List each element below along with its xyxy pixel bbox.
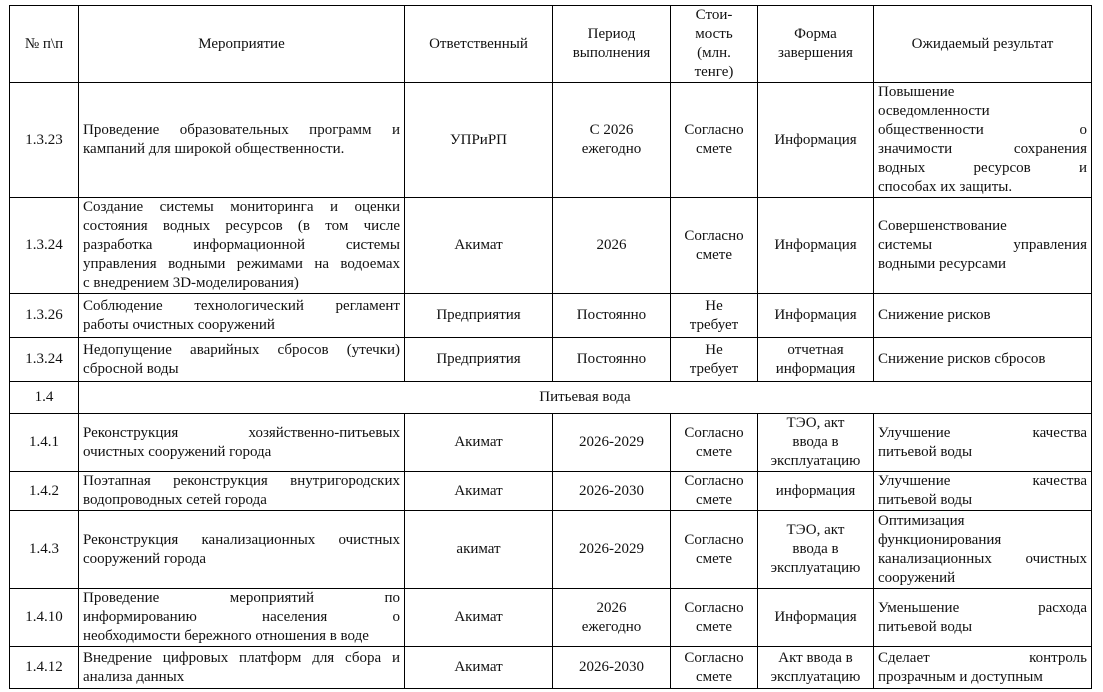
form-line: эксплуатацию (770, 668, 861, 685)
event-line: очистных сооружений города (83, 443, 272, 460)
event-line: Соблюдение технологический регламент (83, 297, 400, 314)
cell-period (553, 647, 671, 689)
event-line: сооружений города (83, 550, 207, 567)
result-line: Повышение (878, 84, 955, 100)
cell-period (553, 83, 671, 198)
table-row (10, 511, 1092, 589)
result-line: Снижение рисков (878, 307, 991, 323)
result-line: питьевой воды (878, 443, 973, 460)
event-line: состояния водных ресурсов (в том числе (83, 218, 400, 234)
cell-form (758, 198, 874, 294)
result-line: общественности о (878, 122, 1087, 138)
result-line: прозрачным и доступным (878, 668, 1043, 685)
cell-period (553, 198, 671, 294)
header-cost-line: (млн. (697, 45, 731, 61)
result-line: системы управления (878, 237, 1087, 253)
form-line: отчетная (787, 341, 844, 358)
cell-result (874, 294, 1092, 338)
header-period-line: выполнения (572, 45, 651, 61)
cell-event (79, 472, 405, 511)
cell-result (874, 647, 1092, 689)
cell-event (79, 338, 405, 382)
cell-form (758, 294, 874, 338)
event-line: управления водными режимами на водоемах (83, 256, 400, 272)
cell-event (79, 647, 405, 689)
cell-responsible: Акимат (405, 198, 553, 294)
cell-form (758, 511, 874, 589)
period-line: 2026 (596, 599, 627, 616)
period-line: Постоянно (576, 307, 647, 323)
form-line: Акт ввода в (778, 649, 853, 666)
cell-period (553, 511, 671, 589)
table-row (10, 472, 1092, 511)
form-line: ТЭО, акт (786, 522, 845, 538)
result-line: сооружений (878, 569, 956, 586)
table-row (10, 647, 1092, 689)
cost-line: требует (689, 316, 739, 333)
cost-line: Согласно (684, 227, 744, 244)
result-line: питьевой воды (878, 492, 973, 508)
cost-line: Согласно (684, 473, 744, 489)
form-line: Информация (774, 307, 857, 323)
result-line: способах их защиты. (878, 179, 1013, 195)
cell-cost (671, 338, 758, 382)
header-period-line: Период (587, 26, 636, 42)
cell-num: 1.4.1 (10, 414, 79, 472)
cell-cost (671, 83, 758, 198)
result-line: Уменьшение расхода (878, 599, 1087, 616)
event-line: сбросной воды (83, 360, 179, 377)
header-event: Мероприятие (79, 6, 405, 83)
event-line: Внедрение цифровых платформ для сбора и (83, 649, 400, 666)
result-line: питьевой воды (878, 618, 973, 635)
form-line: ввода в (792, 434, 839, 450)
cost-line: требует (689, 360, 739, 377)
header-form (758, 6, 874, 83)
cost-line: Согласно (684, 649, 744, 666)
form-line: ТЭО, акт (786, 415, 845, 431)
table-row (10, 589, 1092, 647)
header-period (553, 6, 671, 83)
header-num: № п\п (10, 6, 79, 83)
action-plan-table (9, 5, 1092, 689)
header-result: Ожидаемый результат (874, 6, 1092, 83)
header-responsible: Ответственный (405, 6, 553, 83)
period-line: С 2026 (589, 122, 634, 138)
cell-num: 1.3.23 (10, 83, 79, 198)
table-row (10, 294, 1092, 338)
result-line: Снижение рисков сбросов (878, 351, 1046, 367)
cost-line: смете (695, 246, 733, 263)
form-line: Информация (774, 237, 857, 253)
form-line: Информация (774, 131, 857, 148)
event-line: Недопущение аварийных сбросов (утечки) (83, 341, 400, 358)
cost-line: Согласно (684, 531, 744, 548)
event-line: разработка информационной системы (83, 237, 400, 253)
cell-num: 1.3.24 (10, 198, 79, 294)
event-line: анализа данных (83, 668, 185, 685)
cell-responsible: акимат (405, 511, 553, 589)
period-line: ежегодно (581, 618, 642, 635)
cell-responsible: Акимат (405, 589, 553, 647)
form-line: Информация (774, 609, 857, 625)
cell-event (79, 294, 405, 338)
cell-result (874, 83, 1092, 198)
cell-form (758, 414, 874, 472)
period-line: 2026-2030 (579, 482, 644, 499)
cell-responsible: Акимат (405, 472, 553, 511)
event-line: Поэтапная реконструкция внутригородских (83, 473, 400, 489)
result-line: водных ресурсов и (878, 160, 1087, 176)
cell-form (758, 83, 874, 198)
cell-num: 1.4.3 (10, 511, 79, 589)
cell-form (758, 647, 874, 689)
period-line: 2026-2030 (579, 659, 644, 675)
cell-period (553, 472, 671, 511)
table-row (10, 198, 1092, 294)
event-line: Создание системы мониторинга и оценки (83, 199, 400, 215)
table-row (10, 414, 1092, 472)
cost-line: Согласно (684, 599, 744, 616)
cell-responsible: Предприятия (405, 294, 553, 338)
cell-cost (671, 472, 758, 511)
cell-cost (671, 589, 758, 647)
event-line: информированию населения о (83, 609, 400, 625)
result-line: Совершенствование (878, 218, 1007, 234)
form-line: эксплуатацию (770, 560, 861, 576)
cost-line: смете (695, 668, 733, 685)
cell-responsible: Акимат (405, 647, 553, 689)
period-line: 2026 (596, 237, 627, 253)
event-line: с внедрением 3D-моделирования) (83, 275, 299, 291)
cell-event (79, 589, 405, 647)
event-line: Проведение образовательных программ и (83, 122, 400, 138)
period-line: Постоянно (576, 351, 647, 367)
form-line: информация (775, 360, 856, 377)
event-line: водопроводных сетей города (83, 492, 267, 508)
cost-line: смете (695, 443, 733, 460)
section-title: Питьевая вода (79, 382, 1092, 414)
cell-event (79, 198, 405, 294)
cost-line: Согласно (684, 424, 744, 441)
cell-result (874, 472, 1092, 511)
cell-event (79, 83, 405, 198)
cell-period (553, 294, 671, 338)
header-form-line: завершения (778, 45, 853, 61)
result-line: значимости сохранения (878, 141, 1087, 157)
cell-responsible: Предприятия (405, 338, 553, 382)
result-line: водными ресурсами (878, 256, 1007, 272)
cell-num: 1.4.2 (10, 472, 79, 511)
cell-result (874, 338, 1092, 382)
cell-cost (671, 198, 758, 294)
result-line: Сделает контроль (878, 649, 1087, 666)
result-line: осведомленности (878, 103, 990, 119)
section-num: 1.4 (10, 382, 79, 414)
cell-period (553, 338, 671, 382)
result-line: функционирования (878, 531, 1002, 548)
header-cost-line: тенге) (694, 64, 734, 80)
cell-period (553, 414, 671, 472)
cell-cost (671, 414, 758, 472)
form-line: ввода в (792, 541, 839, 557)
cell-result (874, 198, 1092, 294)
cell-form (758, 472, 874, 511)
cell-num: 1.4.10 (10, 589, 79, 647)
event-line: работы очистных сооружений (83, 316, 275, 333)
cell-result (874, 414, 1092, 472)
cost-line: смете (695, 618, 733, 635)
header-cost-line: Стои- (695, 7, 733, 23)
event-line: Проведение мероприятий по (83, 590, 400, 606)
cost-line: Не (705, 341, 723, 358)
cell-num: 1.3.26 (10, 294, 79, 338)
cell-num: 1.3.24 (10, 338, 79, 382)
cell-num: 1.4.12 (10, 647, 79, 689)
period-line: ежегодно (581, 141, 642, 157)
cell-cost (671, 647, 758, 689)
event-line: Реконструкция хозяйственно-питьевых (83, 424, 400, 441)
cell-result (874, 589, 1092, 647)
cell-responsible: УПРиРП (405, 83, 553, 198)
cell-event (79, 511, 405, 589)
cell-result (874, 511, 1092, 589)
header-cost-line: мость (695, 26, 733, 42)
result-line: канализационных очистных (878, 550, 1087, 567)
cell-cost (671, 294, 758, 338)
header-form-line: Форма (794, 26, 837, 42)
form-line: информация (775, 482, 856, 499)
table-row (10, 338, 1092, 382)
section-row (10, 382, 1092, 414)
table-header-row (10, 6, 1092, 83)
header-cost (671, 6, 758, 83)
cell-form (758, 589, 874, 647)
event-line: Реконструкция канализационных очистных (83, 531, 400, 548)
event-line: кампаний для широкой общественности. (83, 141, 345, 157)
result-line: Улучшение качества (878, 424, 1087, 441)
cell-responsible: Акимат (405, 414, 553, 472)
cell-form (758, 338, 874, 382)
period-line: 2026-2029 (579, 434, 644, 450)
result-line: Улучшение качества (878, 473, 1087, 489)
event-line: необходимости бережного отношения в воде (83, 628, 369, 644)
table-row (10, 83, 1092, 198)
cost-line: Согласно (684, 122, 744, 138)
cost-line: смете (695, 550, 733, 567)
period-line: 2026-2029 (579, 541, 644, 557)
cell-cost (671, 511, 758, 589)
cost-line: смете (695, 492, 733, 508)
result-line: Оптимизация (878, 512, 965, 529)
cell-event (79, 414, 405, 472)
cell-period (553, 589, 671, 647)
cost-line: Не (705, 297, 723, 314)
form-line: эксплуатацию (770, 453, 861, 469)
cost-line: смете (695, 141, 733, 157)
